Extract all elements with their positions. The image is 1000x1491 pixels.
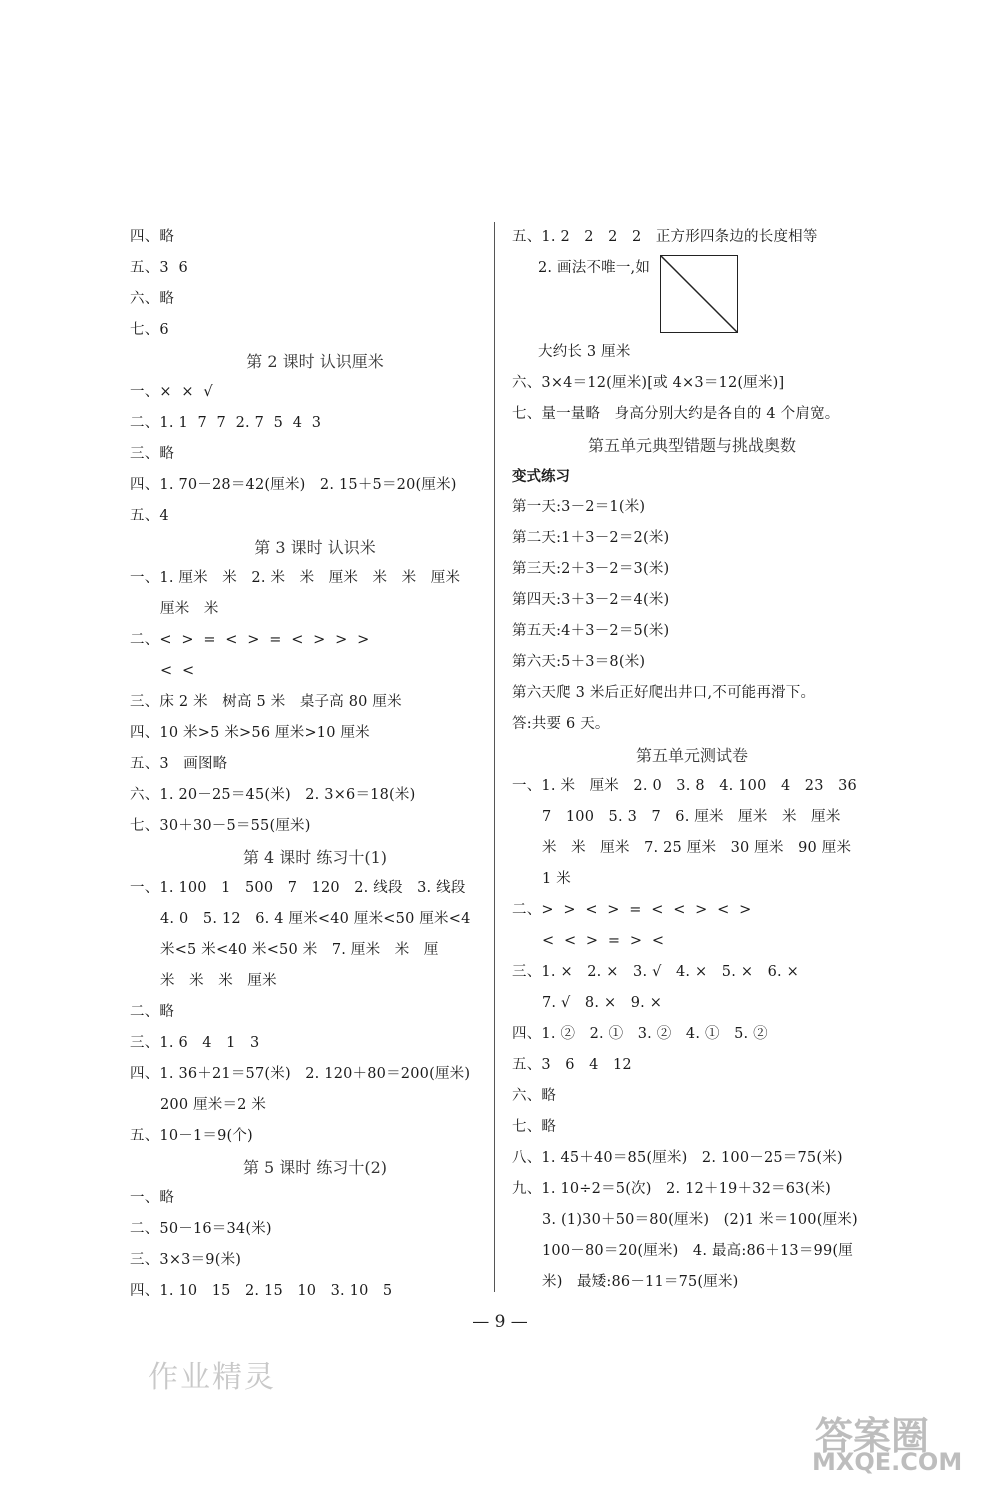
answer-line: 答:共要 6 天。 (512, 716, 610, 732)
answer-line: 7. √ 8. × 9. × (542, 995, 663, 1011)
answer-line: 二、略 (130, 1004, 175, 1020)
answer-line: 六、1. 20－25＝45(米) 2. 3×6＝18(米) (130, 787, 416, 803)
answer-line: 第五天:4＋3－2＝5(米) (512, 623, 670, 639)
answer-line: 八、1. 45＋40＝85(厘米) 2. 100－25＝75(米) (512, 1150, 843, 1166)
answer-line: 三、略 (130, 446, 175, 462)
answer-line: 第六天:5＋3＝8(米) (512, 654, 646, 670)
answer-line: 四、略 (130, 229, 175, 245)
answer-line: 三、1. 6 4 1 3 (130, 1035, 260, 1051)
answer-line: 一、1. 厘米 米 2. 米 米 厘米 米 米 厘米 (130, 570, 461, 586)
answer-line: 二、< > = < > = < > > > (130, 632, 370, 648)
answer-line: 五、3 6 (130, 260, 188, 276)
answer-line: 二、50－16＝34(米) (130, 1221, 272, 1237)
answer-line: 米 米 米 厘米 (160, 973, 277, 989)
answer-line: 七、量一量略 身高分别大约是各自的 4 个肩宽。 (512, 406, 840, 422)
right-column (512, 222, 872, 1298)
answer-line: 米<5 米<40 米<50 米 7. 厘米 米 厘 (160, 942, 439, 958)
answer-line: < < (160, 663, 195, 679)
answer-line: 五、3 画图略 (130, 756, 228, 772)
answer-line: 六、略 (130, 291, 175, 307)
square-diagonal-figure (660, 255, 738, 333)
answer-line: 四、1. 10 15 2. 15 10 3. 10 5 (130, 1283, 393, 1299)
answer-line: 一、× × √ (130, 384, 213, 400)
answer-line: 1 米 (542, 871, 571, 887)
answer-line: 七、6 (130, 322, 169, 338)
answer-line: 五、3 6 4 12 (512, 1057, 632, 1073)
answer-line: < < > = > < (542, 933, 665, 949)
left-column (130, 222, 500, 1307)
answer-line: 3. (1)30＋50＝80(厘米) (2)1 米＝100(厘米) (542, 1212, 858, 1228)
answer-line: 米 米 厘米 7. 25 厘米 30 厘米 90 厘米 (542, 840, 852, 856)
answer-line: 二、1. 1 7 7 2. 7 5 4 3 (130, 415, 322, 431)
answer-line: 7 100 5. 3 7 6. 厘米 厘米 米 厘米 (542, 809, 841, 825)
section-heading: 第 4 课时 练习十(1) (242, 848, 388, 867)
answer-line: 三、1. × 2. × 3. √ 4. × 5. × 6. × (512, 964, 799, 980)
answer-line: 4. 0 5. 12 6. 4 厘米<40 厘米<50 厘米<4 (160, 911, 471, 927)
square-figure-row (512, 253, 872, 337)
answer-line: 四、1. ② 2. ① 3. ② 4. ① 5. ② (512, 1026, 768, 1042)
section-heading: 第五单元测试卷 (635, 746, 748, 765)
answer-line: 三、3×3＝9(米) (130, 1252, 242, 1268)
section-heading: 第 2 课时 认识厘米 (246, 352, 384, 371)
section-heading: 第五单元典型错题与挑战奥数 (587, 436, 796, 455)
column-divider (494, 222, 495, 1292)
watermark-url: MXQE.COM (812, 1448, 963, 1476)
answer-line: 七、30＋30－5＝55(厘米) (130, 818, 311, 834)
answer-line: 四、10 米>5 米>56 厘米>10 厘米 (130, 725, 370, 741)
answer-line: 200 厘米＝2 米 (160, 1097, 267, 1113)
section-heading: 第 5 课时 练习十(2) (242, 1158, 388, 1177)
answer-line: 米) 最矮:86－11＝75(厘米) (542, 1274, 739, 1290)
answer-line: 大约长 3 厘米 (538, 344, 631, 360)
answer-line: 第三天:2＋3－2＝3(米) (512, 561, 670, 577)
answer-line: 五、10－1＝9(个) (130, 1128, 253, 1144)
answer-line: 六、3×4＝12(厘米)[或 4×3＝12(厘米)] (512, 375, 785, 391)
answer-line: 三、床 2 米 树高 5 米 桌子高 80 厘米 (130, 694, 402, 710)
answer-line: 九、1. 10÷2＝5(次) 2. 12＋19＋32＝63(米) (512, 1181, 831, 1197)
answer-line: 厘米 米 (160, 601, 219, 617)
page-number: — 9 — (472, 1312, 528, 1332)
watermark-bottom-left: 作业精灵 (148, 1360, 276, 1395)
watermark-logo: 答案圈 (815, 1414, 930, 1458)
answer-line: 第四天:3＋3－2＝4(米) (512, 592, 670, 608)
answer-line: 一、略 (130, 1190, 175, 1206)
answer-line: 二、> > < > = < < > < > (512, 902, 752, 918)
answer-line: 五、4 (130, 508, 169, 524)
answer-line: 第一天:3－2＝1(米) (512, 499, 646, 515)
section-heading: 第 3 课时 认识米 (254, 538, 376, 557)
answer-line: 一、1. 100 1 500 7 120 2. 线段 3. 线段 (130, 880, 466, 896)
answer-line: 第二天:1＋3－2＝2(米) (512, 530, 670, 546)
answer-line: 2. 画法不唯一,如 (538, 260, 651, 276)
answer-line: 第六天爬 3 米后正好爬出井口,不可能再滑下。 (512, 685, 816, 701)
answer-line: 六、略 (512, 1088, 557, 1104)
answer-line: 一、1. 米 厘米 2. 0 3. 8 4. 100 4 23 36 (512, 778, 857, 794)
answer-line: 四、1. 36＋21＝57(米) 2. 120＋80＝200(厘米) (130, 1066, 471, 1082)
subsection-title: 变式练习 (512, 468, 570, 485)
answer-line: 五、1. 2 2 2 2 正方形四条边的长度相等 (512, 229, 818, 245)
answer-line: 四、1. 70－28＝42(厘米) 2. 15＋5＝20(厘米) (130, 477, 457, 493)
answer-line: 100－80＝20(厘米) 4. 最高:86＋13＝99(厘 (542, 1243, 853, 1259)
answer-line: 七、略 (512, 1119, 557, 1135)
